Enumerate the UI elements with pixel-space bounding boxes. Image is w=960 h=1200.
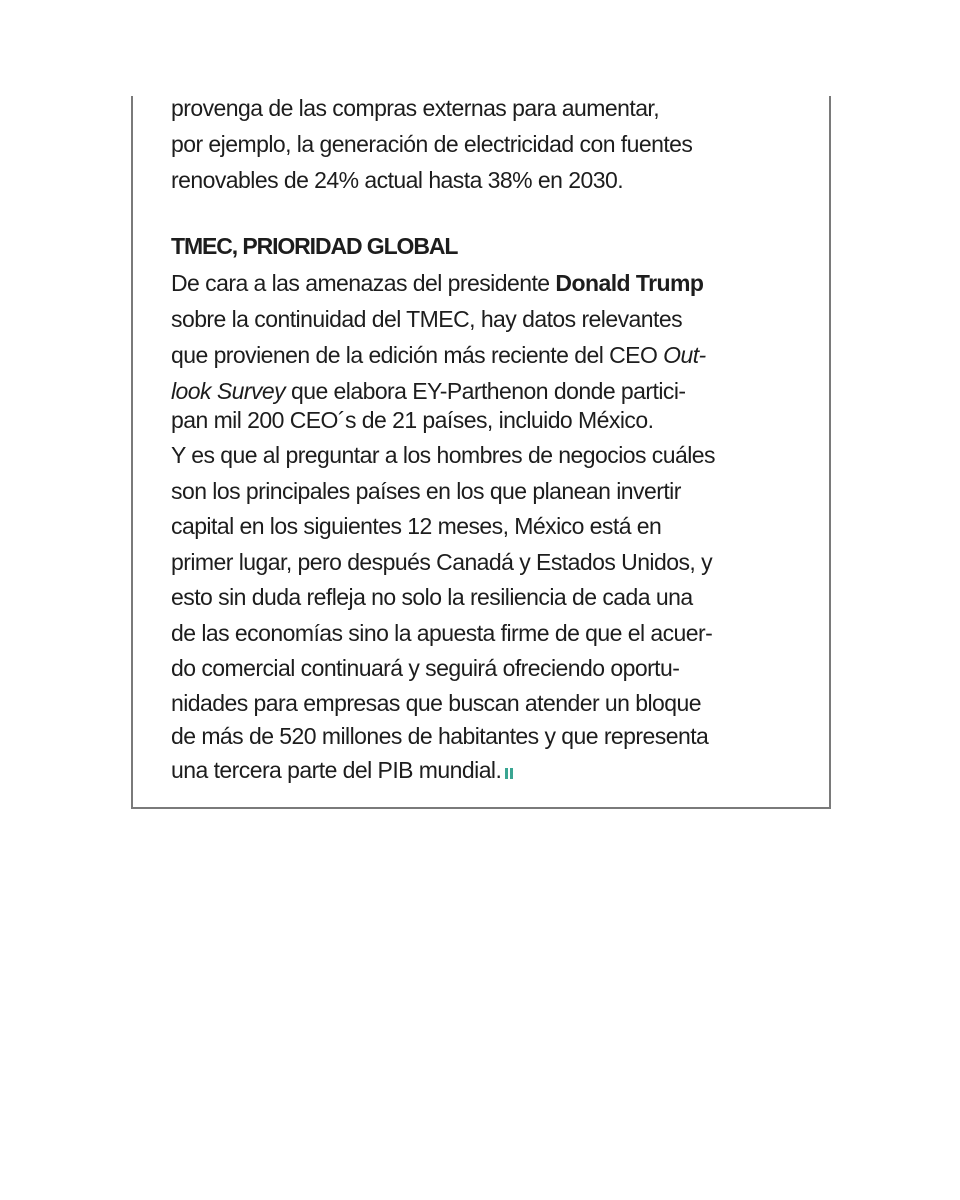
paragraph-line: do comercial continuará y seguirá ofreciendo oportu- <box>171 655 680 681</box>
paragraph-line: sobre la continuidad del TMEC, hay datos relevantes <box>171 306 683 332</box>
end-of-article-icon <box>505 766 514 779</box>
paragraph-line: de las economías sino la apuesta firme de que el acuer- <box>171 620 713 646</box>
paragraph-line: de más de 520 millones de habitantes y que representa <box>171 723 709 749</box>
paragraph-line: nidades para empresas que buscan atender un bloque <box>171 690 702 716</box>
paragraph-line: primer lugar, pero después Canadá y Estados Unidos, y <box>171 549 713 575</box>
paragraph-line <box>171 338 706 372</box>
paragraph-line: son los principales países en los que planean invertir <box>171 478 681 504</box>
section-heading: TMEC, PRIORIDAD GLOBAL <box>171 233 458 259</box>
paragraph-line <box>171 753 514 787</box>
paragraph-line: pan mil 200 CEO´s de 21 países, incluido México. <box>171 407 654 433</box>
survey-title: Out- <box>663 342 706 368</box>
paragraph-line <box>171 266 703 300</box>
paragraph-line: provenga de las compras externas para aumentar, <box>171 95 660 121</box>
person-name: Donald Trump <box>555 270 704 296</box>
paragraph-line: renovables de 24% actual hasta 38% en 2030. <box>171 167 624 193</box>
text-run: De cara a las amenazas del presidente <box>171 270 556 296</box>
paragraph-line: Y es que al preguntar a los hombres de negocios cuáles <box>171 442 715 468</box>
text-run: que elabora EY-Parthenon donde partici- <box>285 378 686 404</box>
paragraph-line: esto sin duda refleja no solo la resiliencia de cada una <box>171 584 693 610</box>
paragraph-line: capital en los siguientes 12 meses, México está en <box>171 513 662 539</box>
text-run: una tercera parte del PIB mundial. <box>171 757 502 783</box>
survey-title: look Survey <box>171 378 286 404</box>
text-run: que provienen de la edición más reciente del CEO <box>171 342 664 368</box>
paragraph-line: por ejemplo, la generación de electricidad con fuentes <box>171 131 693 157</box>
